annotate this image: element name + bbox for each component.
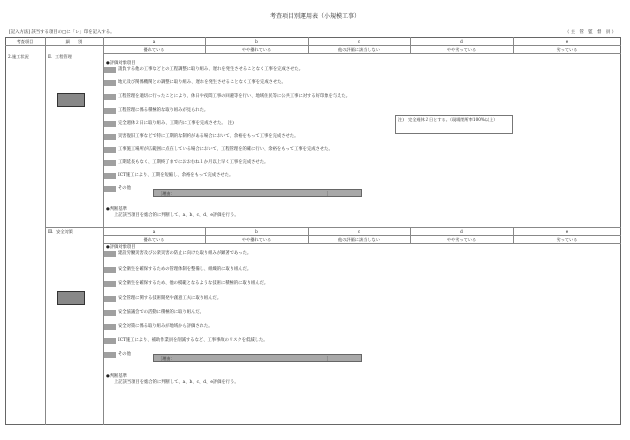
section2-checkbox-5[interactable]: [104, 310, 116, 316]
section1-checkbox-1[interactable]: [104, 67, 116, 73]
section1-item-7: 工事施工場所が広範囲に点在している場合において、工程管理を的確に行い、余裕をもって工事を完成させた。: [118, 147, 333, 152]
section2-checkbox-8[interactable]: [104, 352, 116, 358]
header-grade-b: b: [255, 39, 258, 44]
section2-checkbox-2[interactable]: [104, 267, 116, 273]
section2-desc-e: 劣っている: [556, 237, 578, 242]
section1-checkbox-6[interactable]: [104, 134, 116, 140]
section2-other-reason-field[interactable]: [153, 354, 362, 362]
section2-checkbox-6[interactable]: [104, 324, 116, 330]
section2-item-2: 安全衛生を確保するための管理体制を整備し、組織的に取り組んだ。: [118, 267, 252, 272]
section2-item-5: 安全協議会での活動に積極的に取り組んだ。: [118, 310, 204, 315]
section2-item-8: その他: [118, 352, 131, 357]
grade-desc-d: やや劣っている: [446, 47, 477, 52]
section2-grade-b: b: [255, 229, 258, 234]
section1-checkbox-3[interactable]: [104, 94, 116, 100]
section1-other-close: ］: [326, 191, 331, 196]
section2-grade-e: e: [565, 229, 569, 234]
section1-checkbox-2[interactable]: [104, 80, 116, 86]
section1-other-reason-field[interactable]: [153, 189, 362, 197]
header-grade-a: a: [152, 39, 156, 44]
section1-judge-title: ●判断基準: [106, 207, 127, 212]
supervisor-label: （ 主 管 監 督 員 ）: [564, 30, 616, 35]
section2-checkbox-3[interactable]: [104, 281, 116, 287]
section2-item-7: ICT施工により、補助作業員を削減するなど、工事事故のリスクを低減した。: [118, 338, 268, 343]
section1-item-9: ICT施工により、工期を短縮し、余裕をもって完成させた。: [118, 173, 234, 178]
section1-checkbox-5[interactable]: [104, 121, 116, 127]
grade-desc-b: やや優れている: [241, 47, 272, 52]
section1-other-open: ［理由：: [158, 191, 175, 196]
grade-desc-c: 他の評価に該当しない: [338, 47, 380, 52]
section1-checkbox-8[interactable]: [104, 160, 116, 166]
section2-grade-d: d: [460, 229, 463, 234]
section2-other-close: ］: [326, 356, 331, 361]
section1-checkbox-10[interactable]: [104, 186, 116, 192]
section1-criteria-title: ●評価対象項目: [106, 61, 136, 66]
grade-desc-a: 優れている: [143, 47, 165, 52]
section1-item-4: 工程管理に係る積極的な取り組みが見られた。: [118, 108, 209, 113]
section2-desc-a: 優れている: [143, 237, 165, 242]
section1-item-5: 完全週休２日に取り組み、工期内に工事を完成させた。 注): [118, 121, 234, 126]
category-label: 2.施工状況: [8, 54, 29, 59]
header-grade-e: e: [565, 39, 569, 44]
section1-judge-text: 上記該当項目を総合的に判断して、a、b、c、d、e評価を行う。: [114, 213, 239, 218]
section1-checkbox-7[interactable]: [104, 147, 116, 153]
section2-other-open: ［理由：: [158, 356, 175, 361]
header-grade-d: d: [460, 39, 463, 44]
section2-item-6: 安全対策に係る取り組みが地域から評価された。: [118, 324, 213, 329]
section2-grade-c: c: [357, 229, 361, 234]
section2-item-4: 安全管理に関する技術開発や創意工夫に取り組んだ。: [118, 296, 222, 301]
section1-note: 注) 完全週休２日とする。（現場閉所率100%以上）: [395, 115, 513, 134]
section1-item-8: 工期延長もなく、工期終了までにおおむね１か月以上早く工事を完成させた。: [118, 160, 269, 165]
section2-score-box[interactable]: [57, 291, 85, 305]
section1-checkbox-4[interactable]: [104, 108, 116, 114]
section1-item-2: 地元及び関係機関との調整に取り組み、遅れを発生させることなく工事を完成させた。: [118, 80, 286, 85]
section1-item-10: その他: [118, 186, 131, 191]
section2-item-1: 建設労働災害及び公衆災害の防止に向けた取り組みが顕著であった。: [118, 251, 252, 256]
section1-score-box[interactable]: [57, 93, 85, 107]
section1-checkbox-9[interactable]: [104, 173, 116, 179]
section2-checkbox-4[interactable]: [104, 296, 116, 302]
instruction-text: [記入方法] 該当する項目の□に「レ」印を記入する。: [9, 30, 115, 35]
section1-item-1: 請負する他の工事などとの工程調整に取り組み、遅れを発生させることなく工事を完成させた。: [118, 67, 304, 72]
section2-checkbox-1[interactable]: [104, 251, 116, 257]
section2-judge-title: ●判断基準: [106, 374, 127, 379]
section2-desc-c: 他の評価に該当しない: [338, 237, 380, 242]
section1-item-3: 工程管理を適切に行ったことにより、休日や夜間工事の回避等を行い、地域住民等に公共工事に対する好印象を与えた。: [118, 94, 351, 99]
section2-criteria-title: ●評価対象項目: [106, 245, 136, 250]
section2-judge-text: 上記該当項目を総合的に判断して、a、b、c、d、e評価を行う。: [114, 380, 239, 385]
section1-label: Ⅱ．工程管理: [48, 54, 72, 59]
grade-desc-e: 劣っている: [556, 47, 578, 52]
header-grade-c: c: [357, 39, 361, 44]
section1-item-6: 災害復旧工事などで特に工期的な制約がある場合において、余裕をもって工事を完成させた。: [118, 134, 299, 139]
section2-desc-d: やや劣っている: [446, 237, 477, 242]
section2-grade-a: a: [152, 229, 156, 234]
header-detail: 細 別: [65, 39, 83, 44]
section2-desc-b: やや優れている: [241, 237, 272, 242]
section2-item-3: 安全衛生を確保するため、他の模範となるような技術に積極的に取り組んだ。: [118, 281, 269, 286]
section2-checkbox-7[interactable]: [104, 338, 116, 344]
header-item: 考査項目: [16, 39, 34, 44]
section2-label: Ⅲ．安全対策: [48, 229, 73, 234]
page-title: 考査項目別運用表（小規模工事）: [269, 13, 360, 20]
